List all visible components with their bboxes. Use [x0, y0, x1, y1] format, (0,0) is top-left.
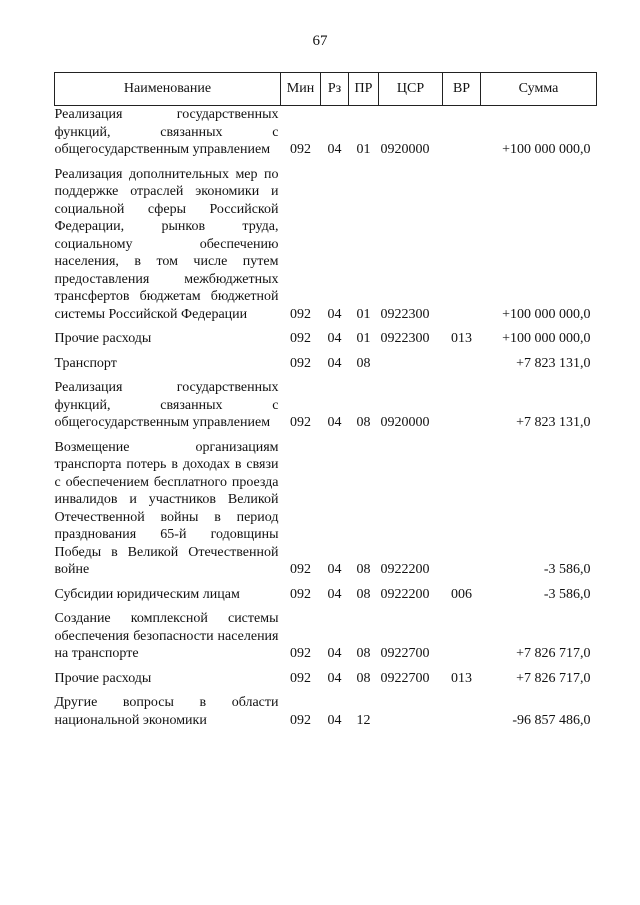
row-min: 092 — [290, 670, 311, 686]
row-rz: 04 — [327, 646, 342, 661]
row-name: Другие вопросы в области национальной экономики — [54, 695, 279, 728]
header-csr: ЦСР — [379, 73, 443, 106]
row-csr — [379, 355, 443, 380]
row-rz: 04 — [327, 712, 342, 728]
row-rz: 04 — [327, 415, 342, 430]
header-rz: Рз — [321, 73, 349, 106]
row-name: Реализация государственных функций, связанных с общегосударственным управлением — [54, 107, 279, 157]
row-name: Субсидии юридическим лицам — [54, 586, 240, 602]
row-min: 092 — [290, 712, 311, 728]
row-vr: 013 — [451, 331, 472, 346]
row-pr: 08 — [356, 586, 371, 602]
row-pr: 01 — [356, 306, 371, 322]
row-rz: 04 — [327, 142, 342, 157]
table-row — [55, 694, 597, 736]
row-csr: 0922200 — [380, 586, 430, 602]
row-pr: 12 — [356, 712, 371, 728]
table-row — [55, 586, 597, 611]
row-rz: 04 — [327, 355, 342, 371]
budget-table — [54, 72, 597, 736]
row-vr — [443, 355, 481, 380]
table-header-row — [55, 73, 597, 106]
row-csr: 0920000 — [380, 142, 430, 157]
row-sum: +100 000 000,0 — [502, 306, 591, 322]
row-vr — [443, 694, 481, 736]
row-rz: 04 — [327, 331, 342, 346]
row-min: 092 — [290, 646, 311, 661]
table-row — [55, 670, 597, 695]
row-rz: 04 — [327, 670, 342, 686]
row-min: 092 — [290, 415, 311, 430]
row-min: 092 — [290, 586, 311, 602]
row-csr: 0922300 — [380, 331, 430, 346]
row-vr — [443, 106, 481, 166]
table-row — [55, 106, 597, 166]
row-name: Прочие расходы — [54, 331, 152, 346]
row-name: Транспорт — [54, 355, 117, 371]
header-min: Мин — [281, 73, 321, 106]
header-name: Наименование — [55, 73, 281, 106]
row-sum: -3 586,0 — [543, 562, 591, 577]
row-sum: +100 000 000,0 — [502, 142, 591, 157]
table-row — [55, 379, 597, 439]
row-sum: +7 823 131,0 — [516, 355, 591, 371]
row-name: Реализация дополнительных мер по поддержке отраслей экономики и социальной сферы Российской Федерации, рынков труда, социальному обеспечению населения, в том числе путем предоставления межбюджетных трансфертов бюджетам бюджетной системы Российской Федерации — [54, 166, 279, 322]
row-pr: 01 — [356, 331, 371, 346]
header-pr: ПР — [349, 73, 379, 106]
row-csr: 0920000 — [380, 415, 430, 430]
row-vr — [443, 610, 481, 670]
row-min: 092 — [290, 142, 311, 157]
row-sum: -3 586,0 — [543, 586, 591, 602]
row-vr: 006 — [451, 586, 472, 602]
row-min: 092 — [290, 355, 311, 371]
row-pr: 08 — [356, 562, 371, 577]
row-sum: +7 826 717,0 — [516, 646, 591, 661]
row-sum: +7 823 131,0 — [516, 415, 591, 430]
row-name: Создание комплексной системы обеспечения безопасности населения на транспорте — [54, 611, 279, 661]
row-rz: 04 — [327, 306, 342, 322]
row-name: Прочие расходы — [54, 670, 152, 686]
row-sum: -96 857 486,0 — [512, 712, 591, 728]
row-pr: 08 — [356, 355, 371, 371]
row-rz: 04 — [327, 562, 342, 577]
table-row — [55, 439, 597, 586]
row-pr: 08 — [356, 646, 371, 661]
row-name: Возмещение организациям транспорта потерь в доходах в связи с обеспечением бесплатного проезда инвалидов и участников Великой Отечественной войны в период празднования 65-й годовщины Победы в Великой Отечественной войне — [54, 439, 279, 577]
table-row — [55, 355, 597, 380]
row-vr — [443, 379, 481, 439]
row-min: 092 — [290, 306, 311, 322]
table-row — [55, 330, 597, 355]
row-pr: 08 — [356, 670, 371, 686]
row-min: 092 — [290, 562, 311, 577]
row-csr: 0922700 — [380, 646, 430, 661]
row-vr — [443, 166, 481, 331]
row-pr: 01 — [356, 142, 371, 157]
row-vr — [443, 439, 481, 586]
row-min: 092 — [290, 331, 311, 346]
row-csr: 0922300 — [380, 306, 430, 322]
row-csr: 0922700 — [380, 670, 430, 686]
row-csr — [379, 694, 443, 736]
table-row — [55, 610, 597, 670]
header-sum: Сумма — [481, 73, 597, 106]
row-vr: 013 — [451, 670, 472, 686]
row-sum: +100 000 000,0 — [502, 331, 591, 346]
row-sum: +7 826 717,0 — [516, 670, 591, 686]
row-name: Реализация государственных функций, связанных с общегосударственным управлением — [54, 380, 279, 430]
row-pr: 08 — [356, 415, 371, 430]
row-csr: 0922200 — [380, 562, 430, 577]
header-vr: ВР — [443, 73, 481, 106]
page-number: 67 — [312, 33, 328, 49]
table-row — [55, 166, 597, 331]
row-rz: 04 — [327, 586, 342, 602]
